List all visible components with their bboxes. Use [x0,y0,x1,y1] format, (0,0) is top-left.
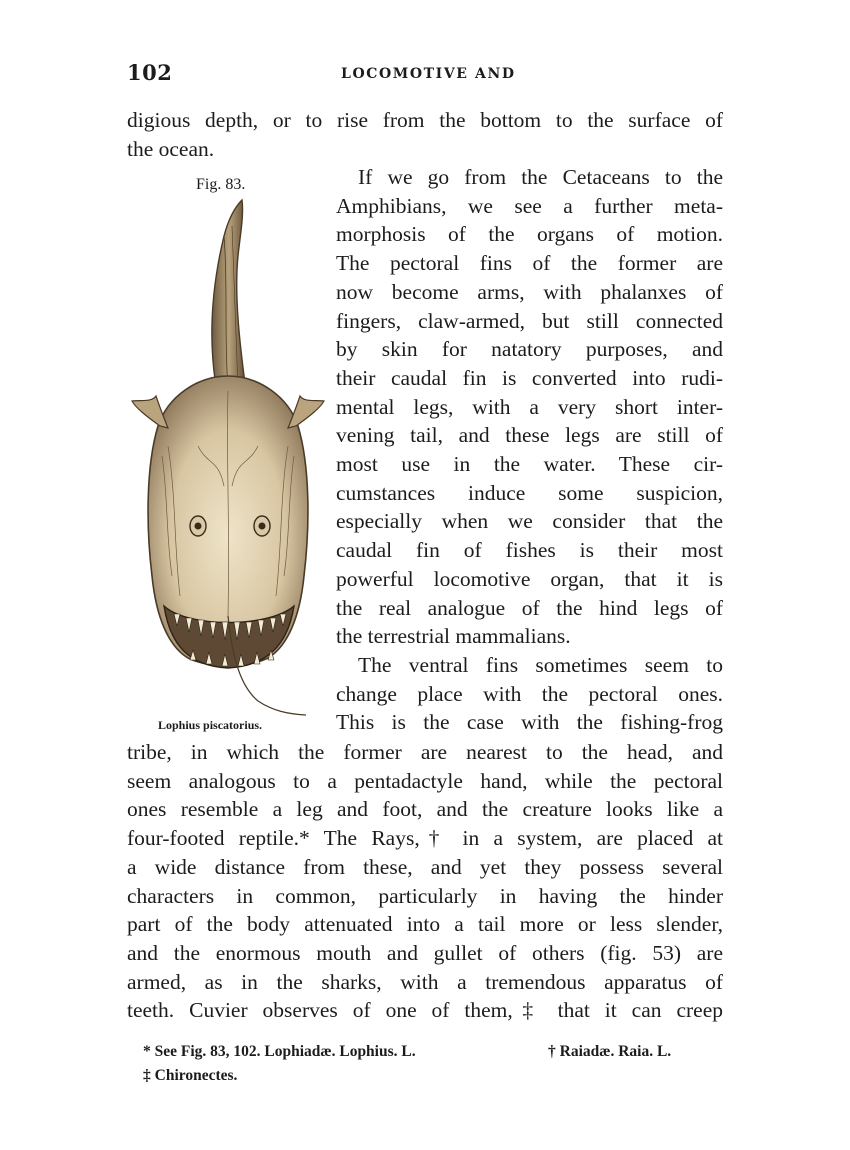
figure-label: Fig. 83. [196,176,246,193]
text-line: The pectoral fins of the former are [336,251,723,276]
text-line: The ventral fins sometimes seem to [358,652,723,677]
running-title: LOCOMOTIVE AND [341,66,516,82]
text-line: fingers, claw-armed, but still connected [336,308,723,333]
paragraph-side [336,163,723,737]
text-line: mental legs, with a very short inter- [336,394,723,419]
text-line: teeth. Cuvier observes of one of them,‡ that it can creep [127,998,723,1023]
text-line: the terrestrial mammalians. [336,624,571,649]
text-line: especially when we consider that the [336,509,723,534]
text-line: powerful locomotive organ, that it is [336,566,723,591]
text-line: caudal fin of fishes is their most [336,538,723,563]
text-line: This is the case with the fishing-frog [336,710,723,735]
text-line: the real analogue of the hind legs of [336,595,723,620]
text-line: now become arms, with phalanxes of [336,279,723,304]
footnote-line [143,1040,723,1064]
text-line: ones resemble a leg and foot, and the creature looks like a [127,797,723,822]
footnote-dagger: † Raiadæ. Raia. L. [548,1043,672,1060]
text-line: by skin for natatory purposes, and [336,337,723,362]
anglerfish-engraving [128,196,328,716]
footnotes [143,1040,723,1088]
text-line: morphosis of the organs of motion. [336,222,723,247]
text-line: If we go from the Cetaceans to the [358,165,723,189]
text-line: Amphibians, we see a further meta- [336,193,723,218]
footnote-line [143,1064,723,1088]
text-line: digious depth, or to rise from the bottom to the surface of [127,108,723,132]
text-line: tribe, in which the former are nearest to the head, and [127,740,723,764]
figure-83 [128,170,328,738]
text-line: part of the body attenuated into a tail more or less slender, [127,912,723,937]
text-line: change place with the pectoral ones. [336,681,723,706]
footnote-star: * See Fig. 83, 102. Lophiadæ. Lophius. L. [143,1043,416,1060]
text-line: cumstances induce some suspicion, [336,480,723,505]
figure-caption: Lophius piscatorius. [158,718,263,732]
text-line: characters in common, particularly in having the hinder [127,883,723,908]
paragraph-bottom [127,738,723,1025]
text-line: the ocean. [127,136,215,161]
text-line: four-footed reptile.* The Rays,† in a system, are placed at [127,826,723,851]
text-line: armed, as in the sharks, with a tremendous apparatus of [127,969,723,994]
page-number: 102 [127,60,173,85]
paragraph-top [127,106,723,163]
footnote-double-dagger: ‡ Chironectes. [143,1067,238,1084]
text-line: a wide distance from these, and yet they possess several [127,854,723,879]
text-line: seem analogous to a pentadactyle hand, while the pectoral [127,768,723,793]
running-head [127,58,723,88]
text-line: and the enormous mouth and gullet of others (fig. 53) are [127,940,723,965]
text-line: vening tail, and these legs are still of [336,423,723,448]
text-line: most use in the water. These cir- [336,452,723,477]
text-line: their caudal fin is converted into rudi- [336,365,723,390]
